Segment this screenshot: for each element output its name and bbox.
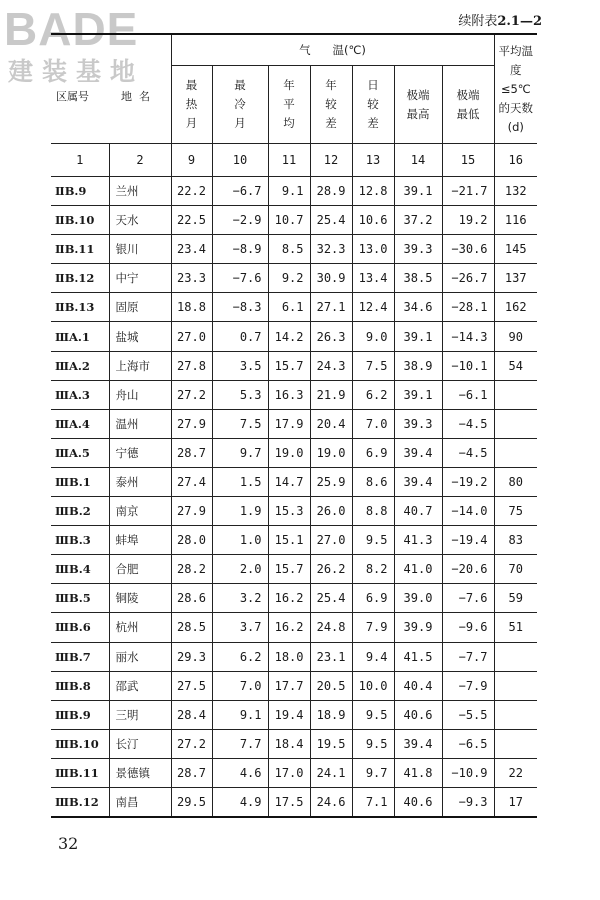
cell-max: 40.6 — [394, 787, 442, 817]
cell-avg: 8.5 — [268, 235, 310, 264]
cell-zone: ⅢB.6 — [51, 613, 109, 642]
cell-max: 39.0 — [394, 584, 442, 613]
header-col-annual-range: 年较差 — [310, 66, 352, 144]
cell-cold: 7.5 — [212, 409, 268, 438]
cell-avg: 14.2 — [268, 322, 310, 351]
table-row — [51, 526, 537, 555]
cell-annual-range: 21.9 — [310, 380, 352, 409]
cell-place: 银川 — [109, 235, 171, 264]
cell-days: 22 — [494, 758, 537, 787]
cell-avg: 9.2 — [268, 264, 310, 293]
header-corner — [51, 35, 171, 143]
logo-brand: BADE — [4, 3, 139, 55]
cell-avg: 17.5 — [268, 787, 310, 817]
cell-avg: 9.1 — [268, 177, 310, 206]
cell-zone: ⅢB.9 — [51, 700, 109, 729]
cell-zone: ⅢB.2 — [51, 497, 109, 526]
cell-min: −14.3 — [442, 322, 494, 351]
cell-hot: 28.2 — [171, 555, 212, 584]
cell-cold: 3.2 — [212, 584, 268, 613]
cell-annual-range: 23.1 — [310, 642, 352, 671]
cell-zone: ⅢB.4 — [51, 555, 109, 584]
col-number: 1 — [51, 144, 109, 177]
table-row — [51, 177, 537, 206]
cell-cold: 5.3 — [212, 380, 268, 409]
cell-hot: 27.4 — [171, 467, 212, 496]
cell-daily-range: 8.8 — [352, 497, 394, 526]
cell-place: 铜陵 — [109, 584, 171, 613]
cell-days — [494, 409, 537, 438]
cell-place: 南昌 — [109, 787, 171, 817]
cell-cold: 7.7 — [212, 729, 268, 758]
table-row — [51, 497, 537, 526]
cell-daily-range: 9.7 — [352, 758, 394, 787]
header-col-min: 极端最低 — [442, 66, 494, 144]
cell-hot: 28.6 — [171, 584, 212, 613]
cell-days: 132 — [494, 177, 537, 206]
cell-max: 39.4 — [394, 729, 442, 758]
table-row — [51, 206, 537, 235]
cell-max: 38.5 — [394, 264, 442, 293]
cell-days: 59 — [494, 584, 537, 613]
table-row — [51, 351, 537, 380]
cell-min: −21.7 — [442, 177, 494, 206]
cell-min: −19.2 — [442, 467, 494, 496]
cell-place: 中宁 — [109, 264, 171, 293]
cell-avg: 17.0 — [268, 758, 310, 787]
header-col-hot: 最热月 — [171, 66, 212, 144]
cell-daily-range: 13.0 — [352, 235, 394, 264]
cell-min: −9.6 — [442, 613, 494, 642]
col-number: 11 — [268, 144, 310, 177]
cell-zone: ⅢB.8 — [51, 671, 109, 700]
cell-min: −7.7 — [442, 642, 494, 671]
cell-daily-range: 13.4 — [352, 264, 394, 293]
cell-annual-range: 27.0 — [310, 526, 352, 555]
cell-days — [494, 729, 537, 758]
cell-avg: 15.3 — [268, 497, 310, 526]
cell-cold: −2.9 — [212, 206, 268, 235]
cell-annual-range: 25.4 — [310, 584, 352, 613]
table-row — [51, 700, 537, 729]
cell-max: 39.3 — [394, 235, 442, 264]
cell-zone: ⅢB.1 — [51, 467, 109, 496]
cell-hot: 18.8 — [171, 293, 212, 322]
cell-max: 39.4 — [394, 467, 442, 496]
cell-annual-range: 19.5 — [310, 729, 352, 758]
table-row — [51, 613, 537, 642]
table-row — [51, 438, 537, 467]
cell-place: 丽水 — [109, 642, 171, 671]
cell-zone: ⅡB.12 — [51, 264, 109, 293]
cell-cold: −8.9 — [212, 235, 268, 264]
header-col-max: 极端最高 — [394, 66, 442, 144]
cell-place: 三明 — [109, 700, 171, 729]
cell-cold: 1.0 — [212, 526, 268, 555]
cell-max: 41.0 — [394, 555, 442, 584]
col-number: 2 — [109, 144, 171, 177]
cell-zone: ⅢB.11 — [51, 758, 109, 787]
header-col-avg: 年平均 — [268, 66, 310, 144]
cell-zone: ⅡB.10 — [51, 206, 109, 235]
cell-hot: 28.7 — [171, 438, 212, 467]
header-air-temp-group: 气 温(℃) — [171, 34, 494, 66]
cell-place: 邵武 — [109, 671, 171, 700]
col-number: 10 — [212, 144, 268, 177]
cell-avg: 17.9 — [268, 409, 310, 438]
cell-cold: −8.3 — [212, 293, 268, 322]
cell-zone: ⅢA.4 — [51, 409, 109, 438]
cell-zone: ⅢA.1 — [51, 322, 109, 351]
cell-daily-range: 12.8 — [352, 177, 394, 206]
table-row — [51, 584, 537, 613]
cell-avg: 18.4 — [268, 729, 310, 758]
cell-annual-range: 24.3 — [310, 351, 352, 380]
cell-annual-range: 24.8 — [310, 613, 352, 642]
cell-min: −26.7 — [442, 264, 494, 293]
table-row — [51, 380, 537, 409]
cell-days — [494, 700, 537, 729]
col-number: 13 — [352, 144, 394, 177]
cell-min: −10.9 — [442, 758, 494, 787]
cell-place: 南京 — [109, 497, 171, 526]
cell-daily-range: 9.0 — [352, 322, 394, 351]
cell-cold: 7.0 — [212, 671, 268, 700]
cell-hot: 29.5 — [171, 787, 212, 817]
cell-min: −4.5 — [442, 438, 494, 467]
cell-avg: 19.0 — [268, 438, 310, 467]
cell-max: 40.4 — [394, 671, 442, 700]
cell-place: 上海市 — [109, 351, 171, 380]
cell-hot: 28.0 — [171, 526, 212, 555]
table-row — [51, 264, 537, 293]
cell-daily-range: 9.4 — [352, 642, 394, 671]
cell-avg: 17.7 — [268, 671, 310, 700]
cell-place: 宁德 — [109, 438, 171, 467]
cell-hot: 28.4 — [171, 700, 212, 729]
cell-cold: 4.6 — [212, 758, 268, 787]
cell-days — [494, 671, 537, 700]
cell-avg: 15.7 — [268, 351, 310, 380]
cell-max: 39.1 — [394, 322, 442, 351]
cell-avg: 10.7 — [268, 206, 310, 235]
cell-min: −9.3 — [442, 787, 494, 817]
cell-hot: 27.2 — [171, 380, 212, 409]
cell-hot: 27.9 — [171, 497, 212, 526]
cell-days: 90 — [494, 322, 537, 351]
cell-zone: ⅢB.5 — [51, 584, 109, 613]
cell-avg: 6.1 — [268, 293, 310, 322]
cell-avg: 14.7 — [268, 467, 310, 496]
table-row — [51, 758, 537, 787]
cell-zone: ⅡB.9 — [51, 177, 109, 206]
cell-max: 39.4 — [394, 438, 442, 467]
cell-zone: ⅡB.13 — [51, 293, 109, 322]
cell-days — [494, 438, 537, 467]
cell-avg: 15.1 — [268, 526, 310, 555]
cell-cold: 0.7 — [212, 322, 268, 351]
cell-zone: ⅢA.2 — [51, 351, 109, 380]
cell-days: 145 — [494, 235, 537, 264]
cell-min: −30.6 — [442, 235, 494, 264]
cell-hot: 29.3 — [171, 642, 212, 671]
cell-place: 长汀 — [109, 729, 171, 758]
cell-min: 19.2 — [442, 206, 494, 235]
col-number: 15 — [442, 144, 494, 177]
cell-daily-range: 8.6 — [352, 467, 394, 496]
cell-daily-range: 10.6 — [352, 206, 394, 235]
cell-cold: 3.5 — [212, 351, 268, 380]
cell-zone: ⅡB.11 — [51, 235, 109, 264]
cell-zone: ⅢB.7 — [51, 642, 109, 671]
cell-avg: 15.7 — [268, 555, 310, 584]
cell-min: −5.5 — [442, 700, 494, 729]
cell-hot: 27.9 — [171, 409, 212, 438]
cell-annual-range: 26.2 — [310, 555, 352, 584]
cell-min: −7.6 — [442, 584, 494, 613]
table-row — [51, 555, 537, 584]
cell-max: 41.8 — [394, 758, 442, 787]
cell-zone: ⅢB.12 — [51, 787, 109, 817]
cell-annual-range: 32.3 — [310, 235, 352, 264]
cell-days: 17 — [494, 787, 537, 817]
cell-max: 41.3 — [394, 526, 442, 555]
cell-annual-range: 28.9 — [310, 177, 352, 206]
cell-hot: 27.2 — [171, 729, 212, 758]
cell-place: 蚌埠 — [109, 526, 171, 555]
cell-max: 39.1 — [394, 380, 442, 409]
cell-daily-range: 7.5 — [352, 351, 394, 380]
header-col-daily-range: 日较差 — [352, 66, 394, 144]
cell-hot: 27.8 — [171, 351, 212, 380]
cell-max: 39.3 — [394, 409, 442, 438]
cell-zone: ⅢA.3 — [51, 380, 109, 409]
caption-prefix: 续附表 — [458, 14, 498, 29]
cell-cold: 4.9 — [212, 787, 268, 817]
cell-zone: ⅢB.10 — [51, 729, 109, 758]
header-place-label: 地 名 — [121, 90, 150, 103]
cell-zone: ⅢA.5 — [51, 438, 109, 467]
cell-cold: 9.7 — [212, 438, 268, 467]
page-number: 32 — [58, 834, 79, 853]
cell-daily-range: 7.9 — [352, 613, 394, 642]
cell-days — [494, 380, 537, 409]
logo-subtitle: 建装基地 — [8, 57, 145, 86]
cell-max: 39.9 — [394, 613, 442, 642]
climate-table — [51, 33, 537, 818]
cell-annual-range: 19.0 — [310, 438, 352, 467]
cell-days: 137 — [494, 264, 537, 293]
cell-daily-range: 9.5 — [352, 729, 394, 758]
cell-avg: 16.2 — [268, 584, 310, 613]
cell-min: −28.1 — [442, 293, 494, 322]
cell-min: −6.1 — [442, 380, 494, 409]
cell-min: −7.9 — [442, 671, 494, 700]
cell-daily-range: 12.4 — [352, 293, 394, 322]
caption-number: 2.1—2 — [497, 14, 542, 29]
cell-daily-range: 7.0 — [352, 409, 394, 438]
cell-annual-range: 26.0 — [310, 497, 352, 526]
table-row — [51, 729, 537, 758]
cell-hot: 28.5 — [171, 613, 212, 642]
col-number: 9 — [171, 144, 212, 177]
table-row — [51, 409, 537, 438]
column-number-row — [51, 144, 537, 177]
col-number: 16 — [494, 144, 537, 177]
col-number: 12 — [310, 144, 352, 177]
cell-daily-range: 6.2 — [352, 380, 394, 409]
cell-hot: 27.0 — [171, 322, 212, 351]
cell-daily-range: 7.1 — [352, 787, 394, 817]
cell-annual-range: 24.1 — [310, 758, 352, 787]
cell-daily-range: 6.9 — [352, 438, 394, 467]
cell-place: 盐城 — [109, 322, 171, 351]
cell-cold: 3.7 — [212, 613, 268, 642]
cell-min: −4.5 — [442, 409, 494, 438]
cell-daily-range: 8.2 — [352, 555, 394, 584]
table-row — [51, 235, 537, 264]
cell-min: −6.5 — [442, 729, 494, 758]
cell-cold: 1.5 — [212, 467, 268, 496]
cell-place: 舟山 — [109, 380, 171, 409]
cell-place: 泰州 — [109, 467, 171, 496]
header-col-cold: 最冷月 — [212, 66, 268, 144]
cell-place: 兰州 — [109, 177, 171, 206]
cell-max: 40.7 — [394, 497, 442, 526]
cell-annual-range: 25.4 — [310, 206, 352, 235]
cell-cold: −6.7 — [212, 177, 268, 206]
cell-annual-range: 26.3 — [310, 322, 352, 351]
cell-hot: 22.5 — [171, 206, 212, 235]
cell-daily-range: 9.5 — [352, 700, 394, 729]
cell-days: 80 — [494, 467, 537, 496]
cell-annual-range: 18.9 — [310, 700, 352, 729]
cell-avg: 19.4 — [268, 700, 310, 729]
cell-days — [494, 642, 537, 671]
table-row — [51, 322, 537, 351]
cell-max: 39.1 — [394, 177, 442, 206]
header-zone-label: 区属号 — [56, 90, 89, 103]
cell-max: 40.6 — [394, 700, 442, 729]
cell-daily-range: 9.5 — [352, 526, 394, 555]
table-row — [51, 467, 537, 496]
cell-cold: 2.0 — [212, 555, 268, 584]
cell-min: −20.6 — [442, 555, 494, 584]
cell-days: 116 — [494, 206, 537, 235]
cell-place: 杭州 — [109, 613, 171, 642]
cell-annual-range: 27.1 — [310, 293, 352, 322]
cell-hot: 23.4 — [171, 235, 212, 264]
cell-days: 83 — [494, 526, 537, 555]
cell-max: 34.6 — [394, 293, 442, 322]
cell-min: −10.1 — [442, 351, 494, 380]
cell-max: 41.5 — [394, 642, 442, 671]
cell-cold: 1.9 — [212, 497, 268, 526]
cell-annual-range: 20.4 — [310, 409, 352, 438]
cell-max: 38.9 — [394, 351, 442, 380]
table-row — [51, 671, 537, 700]
table-row — [51, 787, 537, 817]
header-corner-cell — [51, 34, 171, 144]
header-days-col: 平均温度≤5℃的天数(d) — [494, 34, 537, 144]
cell-place: 温州 — [109, 409, 171, 438]
cell-hot: 23.3 — [171, 264, 212, 293]
cell-avg: 16.3 — [268, 380, 310, 409]
cell-daily-range: 10.0 — [352, 671, 394, 700]
cell-max: 37.2 — [394, 206, 442, 235]
cell-annual-range: 20.5 — [310, 671, 352, 700]
cell-place: 景德镇 — [109, 758, 171, 787]
cell-cold: 6.2 — [212, 642, 268, 671]
cell-annual-range: 24.6 — [310, 787, 352, 817]
cell-avg: 16.2 — [268, 613, 310, 642]
cell-zone: ⅢB.3 — [51, 526, 109, 555]
cell-days: 70 — [494, 555, 537, 584]
cell-place: 天水 — [109, 206, 171, 235]
cell-daily-range: 6.9 — [352, 584, 394, 613]
col-number: 14 — [394, 144, 442, 177]
cell-cold: −7.6 — [212, 264, 268, 293]
cell-days: 51 — [494, 613, 537, 642]
table-row — [51, 293, 537, 322]
cell-hot: 22.2 — [171, 177, 212, 206]
cell-annual-range: 25.9 — [310, 467, 352, 496]
cell-annual-range: 30.9 — [310, 264, 352, 293]
cell-min: −14.0 — [442, 497, 494, 526]
table-caption — [458, 10, 542, 29]
cell-hot: 27.5 — [171, 671, 212, 700]
cell-place: 合肥 — [109, 555, 171, 584]
table-row — [51, 642, 537, 671]
cell-cold: 9.1 — [212, 700, 268, 729]
cell-place: 固原 — [109, 293, 171, 322]
cell-days: 75 — [494, 497, 537, 526]
cell-avg: 18.0 — [268, 642, 310, 671]
cell-days: 54 — [494, 351, 537, 380]
cell-days: 162 — [494, 293, 537, 322]
cell-min: −19.4 — [442, 526, 494, 555]
cell-hot: 28.7 — [171, 758, 212, 787]
